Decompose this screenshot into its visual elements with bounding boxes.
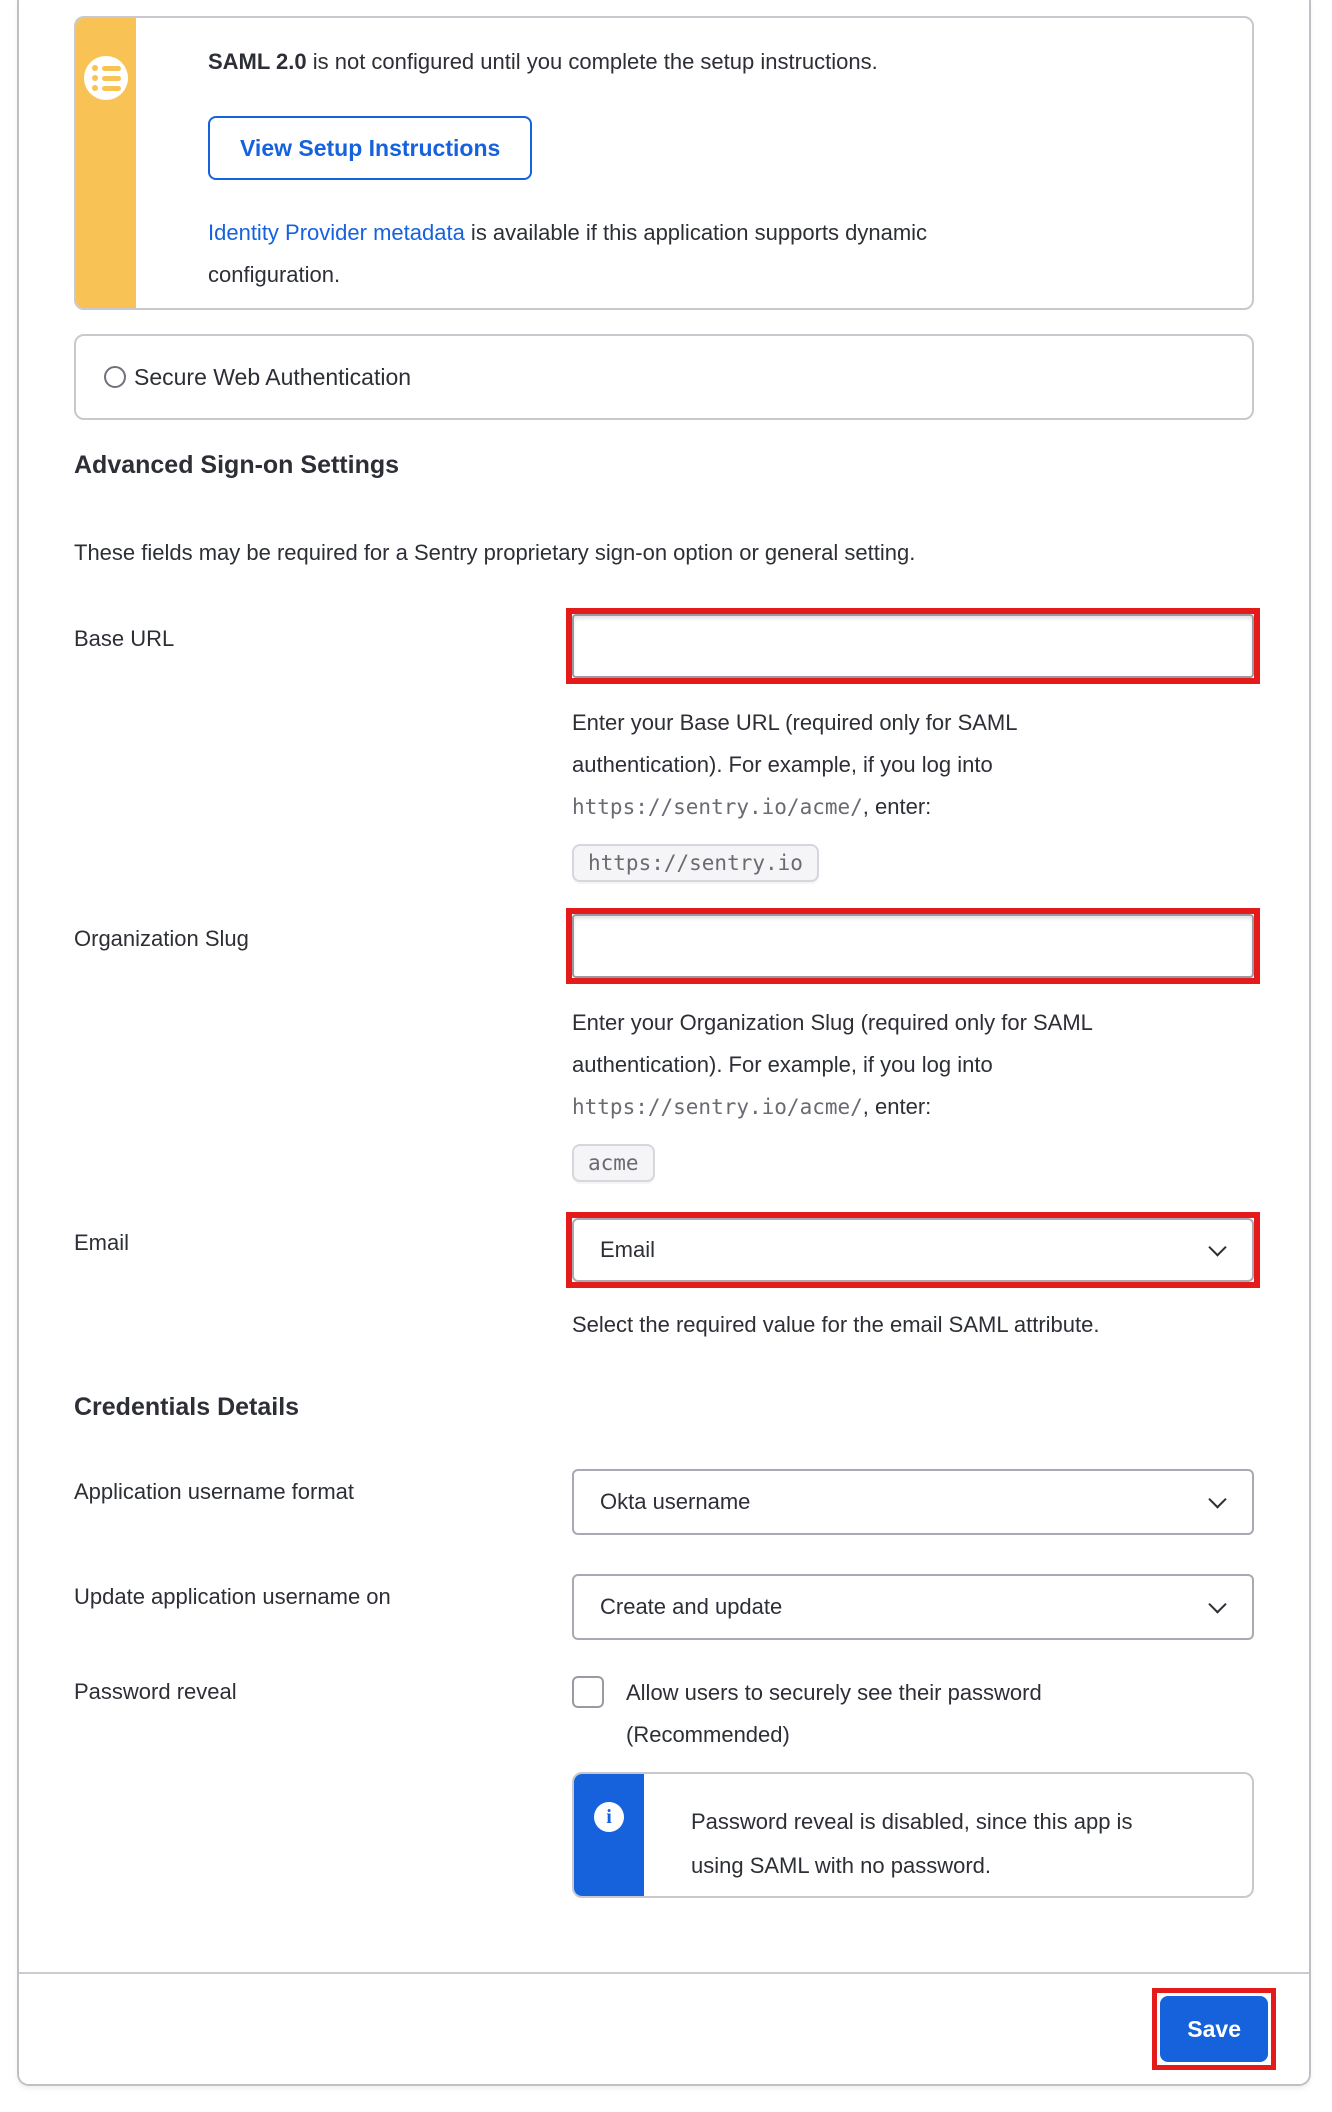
base-url-help-2: authentication). For example, if you log into [572, 752, 993, 777]
email-attribute-help: Select the required value for the email SAML attribute. [572, 1312, 1100, 1337]
base-url-help [572, 702, 1254, 828]
base-url-control [572, 614, 1254, 882]
info-callout-accent-strip [574, 1774, 644, 1896]
credentials-details-heading: Credentials Details [74, 1393, 300, 1421]
username-format-control [572, 1469, 1254, 1535]
username-format-row [74, 1469, 1254, 1535]
banner-message-bold: SAML 2.0 [208, 49, 307, 74]
username-format-label: Application username format [74, 1479, 355, 1504]
banner-message-rest: is not configured until you complete the setup instructions. [306, 49, 878, 74]
chevron-down-icon [1208, 1490, 1226, 1508]
base-url-annotation-box [566, 608, 1260, 684]
base-url-row [74, 614, 1254, 882]
base-url-help-code: https://sentry.io/acme/ [572, 795, 863, 819]
banner-accent-strip [76, 18, 136, 308]
idp-metadata-text [208, 212, 927, 296]
password-reveal-checkbox-label-2: (Recommended) [626, 1722, 790, 1747]
email-attribute-row [74, 1218, 1254, 1346]
chevron-down-icon [1208, 1238, 1226, 1256]
save-annotation-box [1152, 1988, 1276, 2070]
swa-radio[interactable] [104, 366, 126, 388]
update-username-row [74, 1574, 1254, 1640]
update-username-select-value: Create and update [600, 1594, 783, 1619]
identity-provider-metadata-link[interactable]: Identity Provider metadata [208, 220, 465, 245]
base-url-help-tail: , enter: [862, 794, 932, 819]
organization-slug-input[interactable] [572, 914, 1254, 978]
email-attribute-control [572, 1218, 1254, 1346]
email-annotation-box [566, 1212, 1260, 1288]
organization-slug-row [74, 914, 1254, 1182]
organization-slug-help-tail: , enter: [862, 1094, 932, 1119]
idp-metadata-rest-2: configuration. [208, 262, 341, 287]
organization-slug-annotation-box [566, 908, 1260, 984]
info-callout-text [644, 1774, 1162, 1896]
save-button[interactable]: Save [1160, 1996, 1268, 2062]
idp-metadata-rest-1: is available if this application supports dynamic [464, 220, 928, 245]
info-icon: i [594, 1802, 624, 1832]
password-reveal-label: Password reveal [74, 1679, 237, 1704]
username-format-select-value: Okta username [600, 1489, 751, 1514]
organization-slug-label: Organization Slug [74, 926, 249, 951]
update-username-select[interactable] [572, 1574, 1254, 1640]
organization-slug-help-1: Enter your Organization Slug (required only for SAML [572, 1010, 1093, 1035]
info-callout-text-1: Password reveal is disabled, since this app is [691, 1809, 1133, 1834]
password-reveal-checkbox[interactable] [572, 1676, 604, 1708]
banner-body [136, 18, 967, 308]
password-reveal-checkbox-line [572, 1676, 1254, 1756]
setup-instructions-list-icon [84, 56, 128, 100]
organization-slug-help-2: authentication). For example, if you log into [572, 1052, 993, 1077]
email-select-value: Email [600, 1237, 656, 1262]
base-url-label: Base URL [74, 626, 175, 651]
email-attribute-label: Email [74, 1230, 130, 1255]
update-username-control [572, 1574, 1254, 1640]
form-footer [19, 1972, 1309, 2084]
chevron-down-icon [1208, 1595, 1226, 1613]
base-url-input[interactable] [572, 614, 1254, 678]
password-reveal-control [572, 1676, 1254, 1898]
advanced-signon-heading: Advanced Sign-on Settings [74, 451, 400, 479]
banner-message [208, 46, 927, 78]
email-select[interactable] [572, 1218, 1254, 1282]
app-sign-on-settings-panel [17, 0, 1311, 2086]
password-reveal-info-callout [572, 1772, 1254, 1898]
advanced-signon-description: These fields may be required for a Sentry proprietary sign-on option or general setting. [74, 540, 916, 565]
password-reveal-checkbox-label [626, 1672, 1042, 1756]
base-url-help-1: Enter your Base URL (required only for SAML [572, 710, 1018, 735]
organization-slug-example-chip: acme [572, 1144, 655, 1182]
organization-slug-help [572, 1002, 1254, 1128]
base-url-example-chip: https://sentry.io [572, 844, 819, 882]
swa-option-box[interactable] [74, 334, 1254, 420]
username-format-select[interactable] [572, 1469, 1254, 1535]
swa-radio-label: Secure Web Authentication [134, 363, 412, 390]
view-setup-instructions-button[interactable]: View Setup Instructions [208, 116, 532, 180]
update-username-label: Update application username on [74, 1584, 391, 1609]
organization-slug-control [572, 914, 1254, 1182]
saml-warning-banner [74, 16, 1254, 310]
settings-content [19, 16, 1309, 1898]
password-reveal-row [74, 1676, 1254, 1898]
organization-slug-help-code: https://sentry.io/acme/ [572, 1095, 863, 1119]
password-reveal-checkbox-label-1: Allow users to securely see their password [626, 1680, 1042, 1705]
info-callout-text-2: using SAML with no password. [691, 1853, 991, 1878]
